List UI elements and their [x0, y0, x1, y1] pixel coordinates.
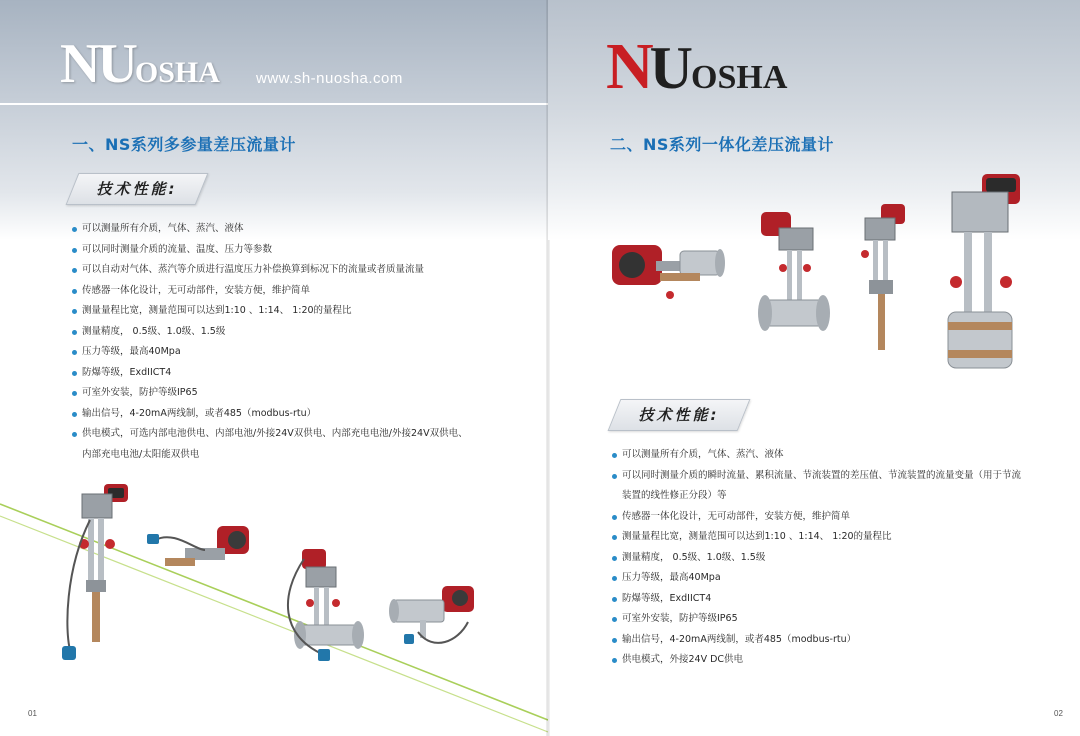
feature-text: 防爆等级，ExdIICT4 — [82, 366, 172, 378]
feature-item — [612, 609, 1021, 630]
nuosha-logo — [60, 33, 220, 95]
feature-text: 防爆等级，ExdIICT4 — [622, 592, 712, 604]
feature-text: 测量精度， 0.5级、1.0级、1.5级 — [82, 325, 226, 337]
bullet-dot-icon — [612, 556, 617, 561]
bullet-dot-icon — [612, 617, 617, 622]
feature-item — [72, 219, 468, 240]
bullet-dot-icon — [612, 453, 617, 458]
feature-list — [72, 219, 468, 465]
product-image-integrated-large — [938, 172, 1028, 382]
feature-item — [612, 527, 1021, 548]
product-image-horizontal-meter — [145, 520, 255, 590]
section-title: 一、NS系列多参量差压流量计 — [72, 135, 296, 154]
feature-item — [612, 650, 1021, 671]
feature-item — [72, 260, 468, 281]
feature-item — [612, 445, 1021, 466]
page-number: 02 — [1054, 709, 1063, 718]
performance-tag — [72, 173, 202, 205]
feature-item — [72, 301, 468, 322]
product-image-flanged-meter — [280, 545, 370, 665]
feature-item — [612, 507, 1021, 528]
feature-text: 可以自动对气体、蒸汽等介质进行温度压力补偿换算到标况下的流量或者质量流量 — [82, 264, 425, 275]
bullet-dot-icon — [72, 412, 77, 417]
feature-text: 供电模式，外接24V DC供电 — [622, 654, 744, 665]
product-image-integrated-probe — [853, 202, 913, 354]
feature-text: 测量精度， 0.5级、1.0级、1.5级 — [622, 551, 766, 563]
performance-tag-label: 技术性能: — [96, 180, 178, 198]
feature-item — [72, 404, 468, 425]
logo-osha: OSHA — [134, 56, 220, 89]
section-title: 二、NS系列一体化差压流量计 — [610, 135, 834, 154]
logo-n: N — [606, 30, 650, 103]
bullet-dot-icon — [612, 638, 617, 643]
feature-item — [72, 383, 468, 404]
nuosha-logo — [606, 30, 788, 103]
feature-text: 可以同时测量介质的瞬时流量、累积流量、节流装置的差压值、节流装置的流量变量（用于节流 — [622, 469, 1022, 481]
feature-text: 可室外安装，防护等级IP65 — [622, 613, 738, 624]
product-image-integrated-horizontal — [610, 235, 730, 320]
logo-nu: NU — [60, 33, 135, 95]
bullet-dot-icon — [72, 289, 77, 294]
logo-osha: OSHA — [691, 59, 788, 96]
bullet-dot-icon — [72, 391, 77, 396]
feature-text: 可室外安装，防护等级IP65 — [82, 387, 198, 398]
feature-text: 传感器一体化设计，无可动部件，安装方便，维护简单 — [82, 284, 311, 296]
feature-text: 供电模式，可选内部电池供电、内部电池/外接24V双供电、内部充电电池/外接24V双供电、 — [82, 428, 468, 439]
bullet-dot-icon — [72, 330, 77, 335]
feature-text: 可以同时测量介质的流量、温度、压力等参数 — [82, 243, 273, 255]
feature-text: 测量量程比宽，测量范围可以达到1:10 、1:14、 1:20的量程比 — [622, 531, 892, 542]
feature-item — [72, 322, 468, 343]
product-image-integrated-flanged — [753, 208, 833, 348]
feature-text: 压力等级，最高40Mpa — [82, 346, 181, 357]
feature-item — [72, 342, 468, 363]
product-image-vertical-meter — [60, 480, 135, 680]
performance-tag-label: 技术性能: — [638, 406, 720, 424]
feature-item — [612, 466, 1021, 487]
website-url: www.sh-nuosha.com — [256, 70, 403, 87]
feature-list — [612, 445, 1021, 671]
bullet-dot-icon — [72, 309, 77, 314]
bullet-dot-icon — [612, 658, 617, 663]
performance-tag — [614, 399, 744, 431]
feature-text: 可以测量所有介质，气体、蒸汽、液体 — [622, 449, 784, 460]
right-page — [548, 0, 1080, 736]
bullet-dot-icon — [72, 268, 77, 273]
feature-text: 传感器一体化设计，无可动部件，安装方便，维护简单 — [622, 510, 851, 522]
feature-item — [612, 589, 1021, 610]
page-number: 01 — [28, 709, 37, 718]
bullet-dot-icon — [612, 474, 617, 479]
feature-item — [72, 281, 468, 302]
feature-item — [72, 240, 468, 261]
feature-item — [612, 548, 1021, 569]
bullet-dot-icon — [72, 350, 77, 355]
feature-text: 压力等级，最高40Mpa — [622, 572, 721, 583]
feature-text: 可以测量所有介质，气体、蒸汽、液体 — [82, 223, 244, 234]
logo-u: U — [649, 35, 692, 101]
bullet-dot-icon — [72, 227, 77, 232]
bullet-dot-icon — [612, 535, 617, 540]
feature-text: 输出信号，4-20mA两线制，或者485（modbus-rtu） — [622, 633, 857, 645]
feature-item — [612, 568, 1021, 589]
bullet-dot-icon — [612, 576, 617, 581]
feature-text: 内部充电电池/太阳能双供电 — [82, 448, 200, 460]
feature-text: 装置的线性修正分段）等 — [622, 490, 727, 501]
feature-text: 输出信号，4-20mA两线制，或者485（modbus-rtu） — [82, 407, 317, 419]
feature-item — [72, 363, 468, 384]
product-image-compact-meter — [388, 582, 483, 657]
bullet-dot-icon — [72, 371, 77, 376]
feature-item — [612, 630, 1021, 651]
header-divider — [0, 103, 548, 105]
bullet-dot-icon — [612, 597, 617, 602]
bullet-dot-icon — [72, 248, 77, 253]
feature-item — [612, 486, 1021, 507]
feature-text: 测量量程比宽，测量范围可以达到1:10 、1:14、 1:20的量程比 — [82, 305, 352, 316]
bullet-dot-icon — [612, 515, 617, 520]
